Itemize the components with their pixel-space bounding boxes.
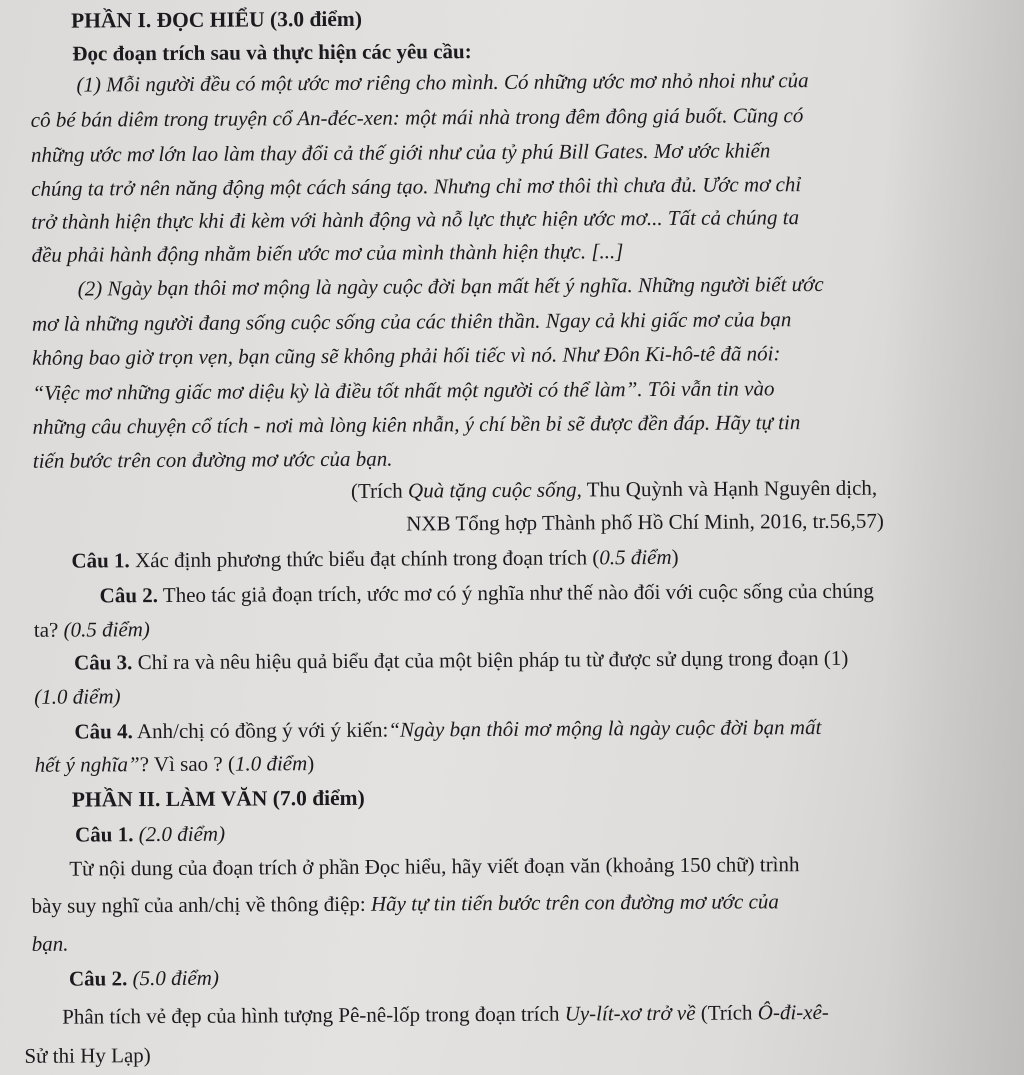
passage-line: những ước mơ lớn lao làm thay đổi cả thế giới như của tỷ phú Bill Gates. Mơ ước khiến bbox=[30, 138, 771, 167]
question-3-score: (1.0 điểm) bbox=[34, 684, 121, 709]
question-1 bbox=[71, 544, 678, 574]
part1-instruction: Đọc đoạn trích sau và thực hiện các yêu cầu: bbox=[72, 39, 472, 66]
work-title: Uy-lít-xơ trở về bbox=[564, 1000, 696, 1026]
question-score: (0.5 điểm) bbox=[63, 617, 150, 642]
question-quote: Hãy tự tin tiến bước trên con đường mơ ước của bbox=[370, 889, 779, 916]
essay-1-title bbox=[75, 821, 225, 848]
essay-1-text: Từ nội dung của đoạn trích ở phần Đọc hiểu, hãy viết đoạn văn (khoảng 150 chữ) trình bbox=[69, 852, 800, 881]
essay-1-text-cont bbox=[31, 888, 778, 919]
question-score: 0.5 điểm bbox=[599, 544, 672, 570]
question-text: ta? bbox=[33, 617, 64, 642]
question-paren: ) bbox=[671, 544, 679, 569]
question-label: Câu 1. bbox=[71, 548, 130, 573]
source-translators: Thu Quỳnh và Hạnh Nguyên dịch, bbox=[581, 475, 878, 502]
question-label: Câu 2. bbox=[99, 583, 159, 608]
essay-2-text-cont: Sử thi Hy Lạp) bbox=[24, 1043, 151, 1068]
question-4 bbox=[74, 714, 821, 745]
question-4-cont bbox=[35, 750, 315, 778]
question-text: Anh/chị có đồng ý với ý kiến: bbox=[132, 717, 389, 744]
question-score: (5.0 điểm) bbox=[127, 965, 219, 991]
question-label: Câu 2. bbox=[68, 966, 128, 991]
passage-line: “Việc mơ những giấc mơ diệu kỳ là điều tốt nhất một người có thể làm”. Tôi vẫn tin vào bbox=[32, 376, 775, 405]
question-text: Phân tích vẻ đẹp của hình tượng Pê-nê-lốp trong đoạn trích bbox=[62, 1001, 565, 1029]
passage-line: cô bé bán diêm trong truyện cổ An-đéc-xen: một mái nhà trong đêm đông giá buốt. Cũng có bbox=[30, 103, 804, 132]
passage-line: (1) Mỗi người đều có một ước mơ riêng cho mình. Có những ước mơ nhỏ nhoi như của bbox=[76, 68, 809, 97]
source-publisher: NXB Tổng hợp Thành phố Hồ Chí Minh, 2016, tr.56,57) bbox=[406, 508, 884, 536]
question-2 bbox=[100, 578, 874, 609]
source-citation bbox=[351, 475, 877, 504]
question-text: bày suy nghĩ của anh/chị về thông điệp: bbox=[31, 891, 372, 918]
part2-heading: PHẦN II. LÀM VĂN (7.0 điểm) bbox=[71, 785, 365, 812]
passage-line: không bao giờ trọn vẹn, bạn cũng sẽ không phải hối tiếc vì nó. Như Đôn Ki-hô-tê đã nói: bbox=[32, 341, 781, 370]
question-2-cont bbox=[34, 616, 150, 643]
essay-2-title bbox=[69, 965, 219, 992]
question-label: Câu 1. bbox=[75, 822, 134, 847]
question-label: Câu 4. bbox=[74, 719, 133, 744]
question-text: Xác định phương thức biểu đạt chính trong đoạn trích ( bbox=[129, 545, 600, 573]
passage-line: trở thành hiện thực khi đi kèm với hành động và nỗ lực thực hiện ước mơ... Tất cả chúng ta bbox=[31, 205, 800, 234]
question-text: (Trích bbox=[695, 1000, 758, 1025]
essay-1-text-end: bạn. bbox=[31, 931, 69, 956]
part1-heading: PHẦN I. ĐỌC HIỂU (3.0 điểm) bbox=[71, 6, 363, 33]
passage-line: đều phải hành động nhằm biến ước mơ của mình thành hiện thực. [...] bbox=[31, 239, 624, 267]
question-text: ? Vì sao ? ( bbox=[139, 751, 235, 777]
question-score: (2.0 điểm) bbox=[133, 821, 226, 847]
question-quote: “Ngày bạn thôi mơ mộng là ngày cuộc đời bạn mất bbox=[388, 714, 822, 742]
work-title: Ô-đi-xê- bbox=[757, 999, 829, 1025]
question-text: Theo tác giả đoạn trích, ước mơ có ý nghĩa như thế nào đối với cuộc sống của chúng bbox=[157, 578, 874, 608]
essay-2-text bbox=[62, 999, 829, 1030]
passage-line: chúng ta trở nên năng động một cách sáng tạo. Nhưng chỉ mơ thôi thì chưa đủ. Ước mơ chỉ bbox=[31, 172, 802, 201]
question-3 bbox=[74, 645, 848, 676]
passage-line: mơ là những người đang sống cuộc sống của các thiên thần. Ngay cả khi giấc mơ của bạn bbox=[31, 307, 792, 336]
question-score: 1.0 điểm bbox=[234, 751, 308, 776]
question-text: Chỉ ra và nêu hiệu quả biểu đạt của một biện pháp tu từ được sử dụng trong đoạn (1) bbox=[132, 645, 849, 675]
question-label: Câu 3. bbox=[73, 650, 133, 675]
passage-line: tiến bước trên con đường mơ ước của bạn. bbox=[32, 446, 393, 473]
source-book-title: Quà tặng cuộc sống, bbox=[407, 477, 582, 503]
question-paren: ) bbox=[307, 751, 315, 776]
question-quote: hết ý nghĩa” bbox=[34, 752, 140, 777]
passage-line: những câu chuyện cổ tích - nơi mà lòng kiên nhẫn, ý chí bền bỉ sẽ được đền đáp. Hãy tự tin bbox=[32, 410, 801, 439]
passage-line: (2) Ngày bạn thôi mơ mộng là ngày cuộc đời bạn mất hết ý nghĩa. Những người biết ước bbox=[77, 271, 824, 301]
source-prefix: (Trích bbox=[350, 478, 409, 503]
